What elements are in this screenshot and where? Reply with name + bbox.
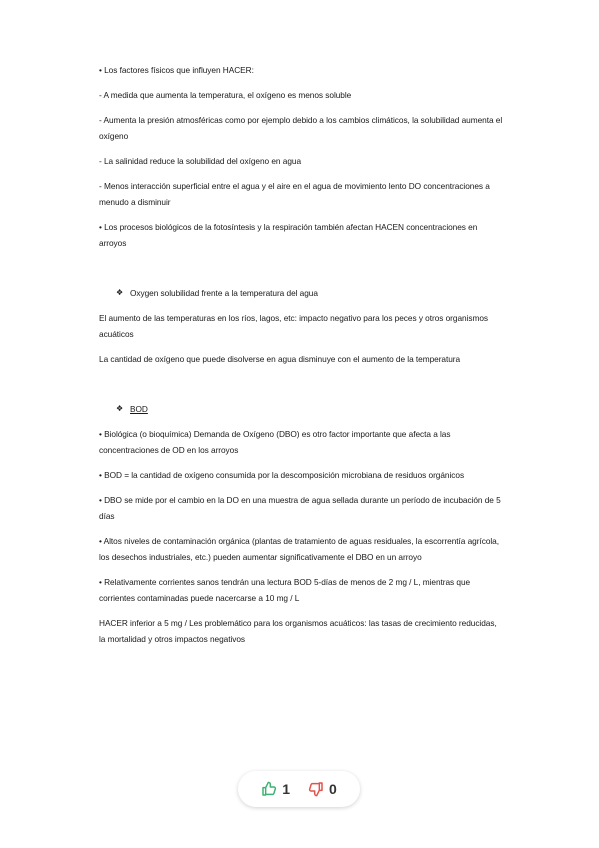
paragraph: • Relativamente corrientes sanos tendrán una lectura BOD 5-días de menos de 2 mg / L, mientras que corrientes contaminadas puede nacercarse a 10 mg / L: [99, 577, 471, 603]
downvote-button[interactable]: [308, 781, 337, 797]
thumbs-up-icon: [261, 781, 277, 797]
downvote-count: 0: [329, 781, 337, 797]
paragraph: • DBO se mide por el cambio en la DO en una muestra de agua sellada durante un período de incubación de 5 días: [99, 495, 501, 521]
paragraph: - La salinidad reduce la solubilidad del oxígeno en agua: [99, 156, 302, 166]
heading-text: BOD: [130, 404, 148, 414]
section-heading-oxygen: [116, 285, 503, 301]
paragraph: • BOD = la cantidad de oxígeno consumida por la descomposición microbiana de residuos orgánicos: [99, 470, 465, 480]
paragraph: • Los procesos biológicos de la fotosíntesis y la respiración también afectan HACEN concentraciones en arroyos: [99, 222, 478, 248]
thumbs-down-icon: [308, 781, 324, 797]
diamond-bullet-icon: ❖: [116, 404, 124, 413]
document-body: [99, 62, 503, 656]
heading-text: Oxygen solubilidad frente a la temperatura del agua: [130, 288, 318, 298]
paragraph: - A medida que aumenta la temperatura, el oxígeno es menos soluble: [99, 90, 352, 100]
paragraph: - Aumenta la presión atmosféricas como por ejemplo debido a los cambios climáticos, la solubilidad aumenta el oxígeno: [99, 115, 503, 141]
paragraph: El aumento de las temperaturas en los ríos, lagos, etc: impacto negativo para los peces y otros organismos acuáticos: [99, 313, 489, 339]
paragraph: - Menos interacción superficial entre el agua y el aire en el agua de movimiento lento DO concentraciones a menudo a disminuir: [99, 181, 490, 207]
paragraph: La cantidad de oxígeno que puede disolverse en agua disminuye con el aumento de la temperatura: [99, 354, 461, 364]
section-heading-bod: [116, 401, 503, 417]
section-spacer: [99, 260, 503, 285]
paragraph: HACER inferior a 5 mg / Les problemático para los organismos acuáticos: las tasas de crecimiento reducidas, la mortalidad y otros impactos negativos: [99, 618, 497, 644]
vote-bar: [238, 771, 360, 807]
paragraph: • Altos niveles de contaminación orgánica (plantas de tratamiento de aguas residuales, la escorrentía agrícola, los desechos industriales, etc.) pueden aumentar significativamente el DBO en un arroyo: [99, 536, 499, 562]
paragraph: • Biológica (o bioquímica) Demanda de Oxígeno (DBO) es otro factor importante que afecta a las concentraciones de OD en los arroyos: [99, 429, 451, 455]
section-spacer: [99, 376, 503, 401]
upvote-button[interactable]: [261, 781, 290, 797]
diamond-bullet-icon: ❖: [116, 288, 124, 297]
upvote-count: 1: [282, 781, 290, 797]
paragraph: • Los factores físicos que influyen HACER:: [99, 65, 254, 75]
